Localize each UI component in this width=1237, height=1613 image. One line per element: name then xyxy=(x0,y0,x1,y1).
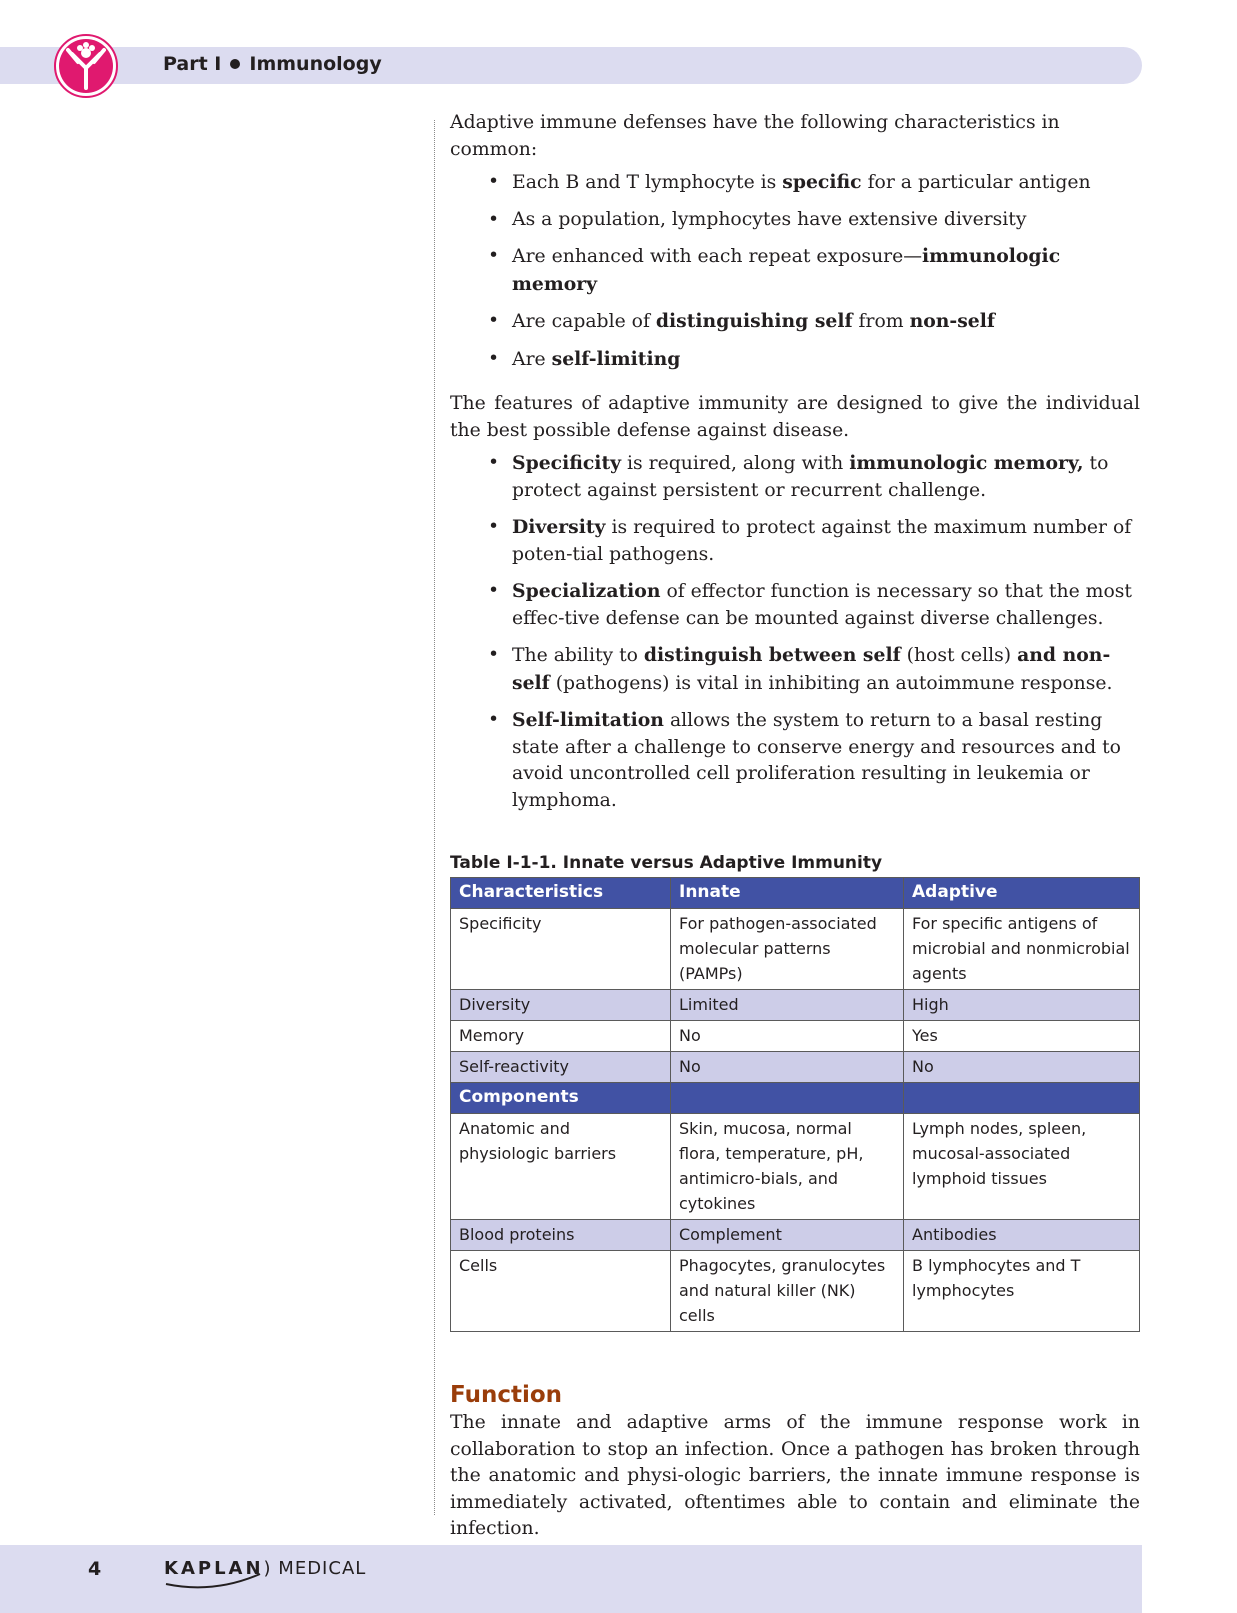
feature-item: • Specialization of effector function is necessary so that the most effec-tive defense can be mounted against diverse challenges. xyxy=(450,578,1140,632)
table-cell: Memory xyxy=(451,1021,671,1052)
page-number: 4 xyxy=(88,1558,102,1580)
features-intro: The features of adaptive immunity are designed to give the individual the best possible defense against disease. xyxy=(450,393,1140,441)
margin-rule xyxy=(434,120,435,1515)
table-cell: Limited xyxy=(671,990,904,1021)
characteristic-item: • As a population, lymphocytes have extensive diversity xyxy=(450,207,1140,234)
part-label: Part I xyxy=(163,53,222,75)
characteristic-item: • Are capable of distinguishing self from non-self xyxy=(450,308,1140,336)
table-cell: Blood proteins xyxy=(451,1220,671,1251)
publisher-suffix: MEDICAL xyxy=(278,1558,367,1579)
feature-item: • The ability to distinguish between self (host cells) and non-self (pathogens) is vital in inhibiting an autoimmune response. xyxy=(450,642,1140,697)
antibody-logo-icon xyxy=(54,34,118,98)
table-row xyxy=(451,1114,1140,1220)
characteristic-item: • Are self-limiting xyxy=(450,346,1140,374)
table-cell: No xyxy=(671,1021,904,1052)
features-list xyxy=(450,450,1140,814)
main-content xyxy=(450,110,1140,1543)
function-heading: Function xyxy=(450,1382,563,1408)
column-header: Characteristics xyxy=(451,878,671,909)
publisher-swoosh-icon xyxy=(164,1572,264,1590)
table-cell: High xyxy=(904,990,1140,1021)
feature-item: • Specificity is required, along with immunologic memory, to protect against persistent or recurrent challenge. xyxy=(450,450,1140,504)
table-cell xyxy=(671,1083,904,1114)
feature-item: • Self-limitation allows the system to return to a basal resting state after a challenge to conserve energy and resources and to avoid uncontrolled cell proliferation resulting in leukemia or lymphoma. xyxy=(450,707,1140,814)
table-section-row xyxy=(451,1083,1140,1114)
characteristic-item: • Each B and T lymphocyte is specific for a particular antigen xyxy=(450,169,1140,197)
publisher-brand: KAPLAN xyxy=(164,1558,264,1579)
table-cell: Complement xyxy=(671,1220,904,1251)
table-body xyxy=(451,909,1140,1332)
feature-item: • Diversity is required to protect against the maximum number of poten-tial pathogens. xyxy=(450,514,1140,568)
table-cell: Phagocytes, granulocytes and natural killer (NK) cells xyxy=(671,1251,904,1332)
table-row xyxy=(451,1021,1140,1052)
characteristics-intro: Adaptive immune defenses have the following characteristics in common: xyxy=(450,112,1060,160)
table-row xyxy=(451,909,1140,990)
table-row xyxy=(451,1251,1140,1332)
bullet-dot-icon xyxy=(230,59,240,69)
table-cell: Skin, mucosa, normal flora, temperature, pH, antimicro-bials, and cytokines xyxy=(671,1114,904,1220)
table-row xyxy=(451,990,1140,1021)
characteristic-item: • Are enhanced with each repeat exposure—immunologic memory xyxy=(450,243,1140,298)
table-cell xyxy=(904,1083,1140,1114)
table-cell: Diversity xyxy=(451,990,671,1021)
column-header: Adaptive xyxy=(904,878,1140,909)
table-cell: Self-reactivity xyxy=(451,1052,671,1083)
column-header: Innate xyxy=(671,878,904,909)
characteristics-list xyxy=(450,169,1140,373)
table-cell: For pathogen-associated molecular patterns (PAMPs) xyxy=(671,909,904,990)
table-cell: No xyxy=(904,1052,1140,1083)
table-cell: No xyxy=(671,1052,904,1083)
table-caption: Table I-1-1. Innate versus Adaptive Immunity xyxy=(450,853,883,873)
table-cell: Lymph nodes, spleen, mucosal-associated lymphoid tissues xyxy=(904,1114,1140,1220)
table-cell: Yes xyxy=(904,1021,1140,1052)
publisher-paren: ) xyxy=(263,1558,279,1579)
table-cell: For specific antigens of microbial and nonmicrobial agents xyxy=(904,909,1140,990)
table-row xyxy=(451,1220,1140,1251)
features-section xyxy=(450,391,1140,814)
subject-label: Immunology xyxy=(249,53,382,75)
innate-vs-adaptive-table xyxy=(450,877,1140,1332)
table-cell: Specificity xyxy=(451,909,671,990)
function-body: The innate and adaptive arms of the immune response work in collaboration to stop an infection. Once a pathogen has broken through the anatomic and physi-ologic barriers, the innate immune response is immediately activated, oftentimes able to contain and eliminate the infection. xyxy=(450,1412,1140,1539)
table-header-row xyxy=(451,878,1140,909)
table-cell: B lymphocytes and T lymphocytes xyxy=(904,1251,1140,1332)
table-cell: Cells xyxy=(451,1251,671,1332)
table-row xyxy=(451,1052,1140,1083)
table-cell: Antibodies xyxy=(904,1220,1140,1251)
table-cell: Components xyxy=(451,1083,671,1114)
running-header xyxy=(163,53,382,75)
table-cell: Anatomic and physiologic barriers xyxy=(451,1114,671,1220)
